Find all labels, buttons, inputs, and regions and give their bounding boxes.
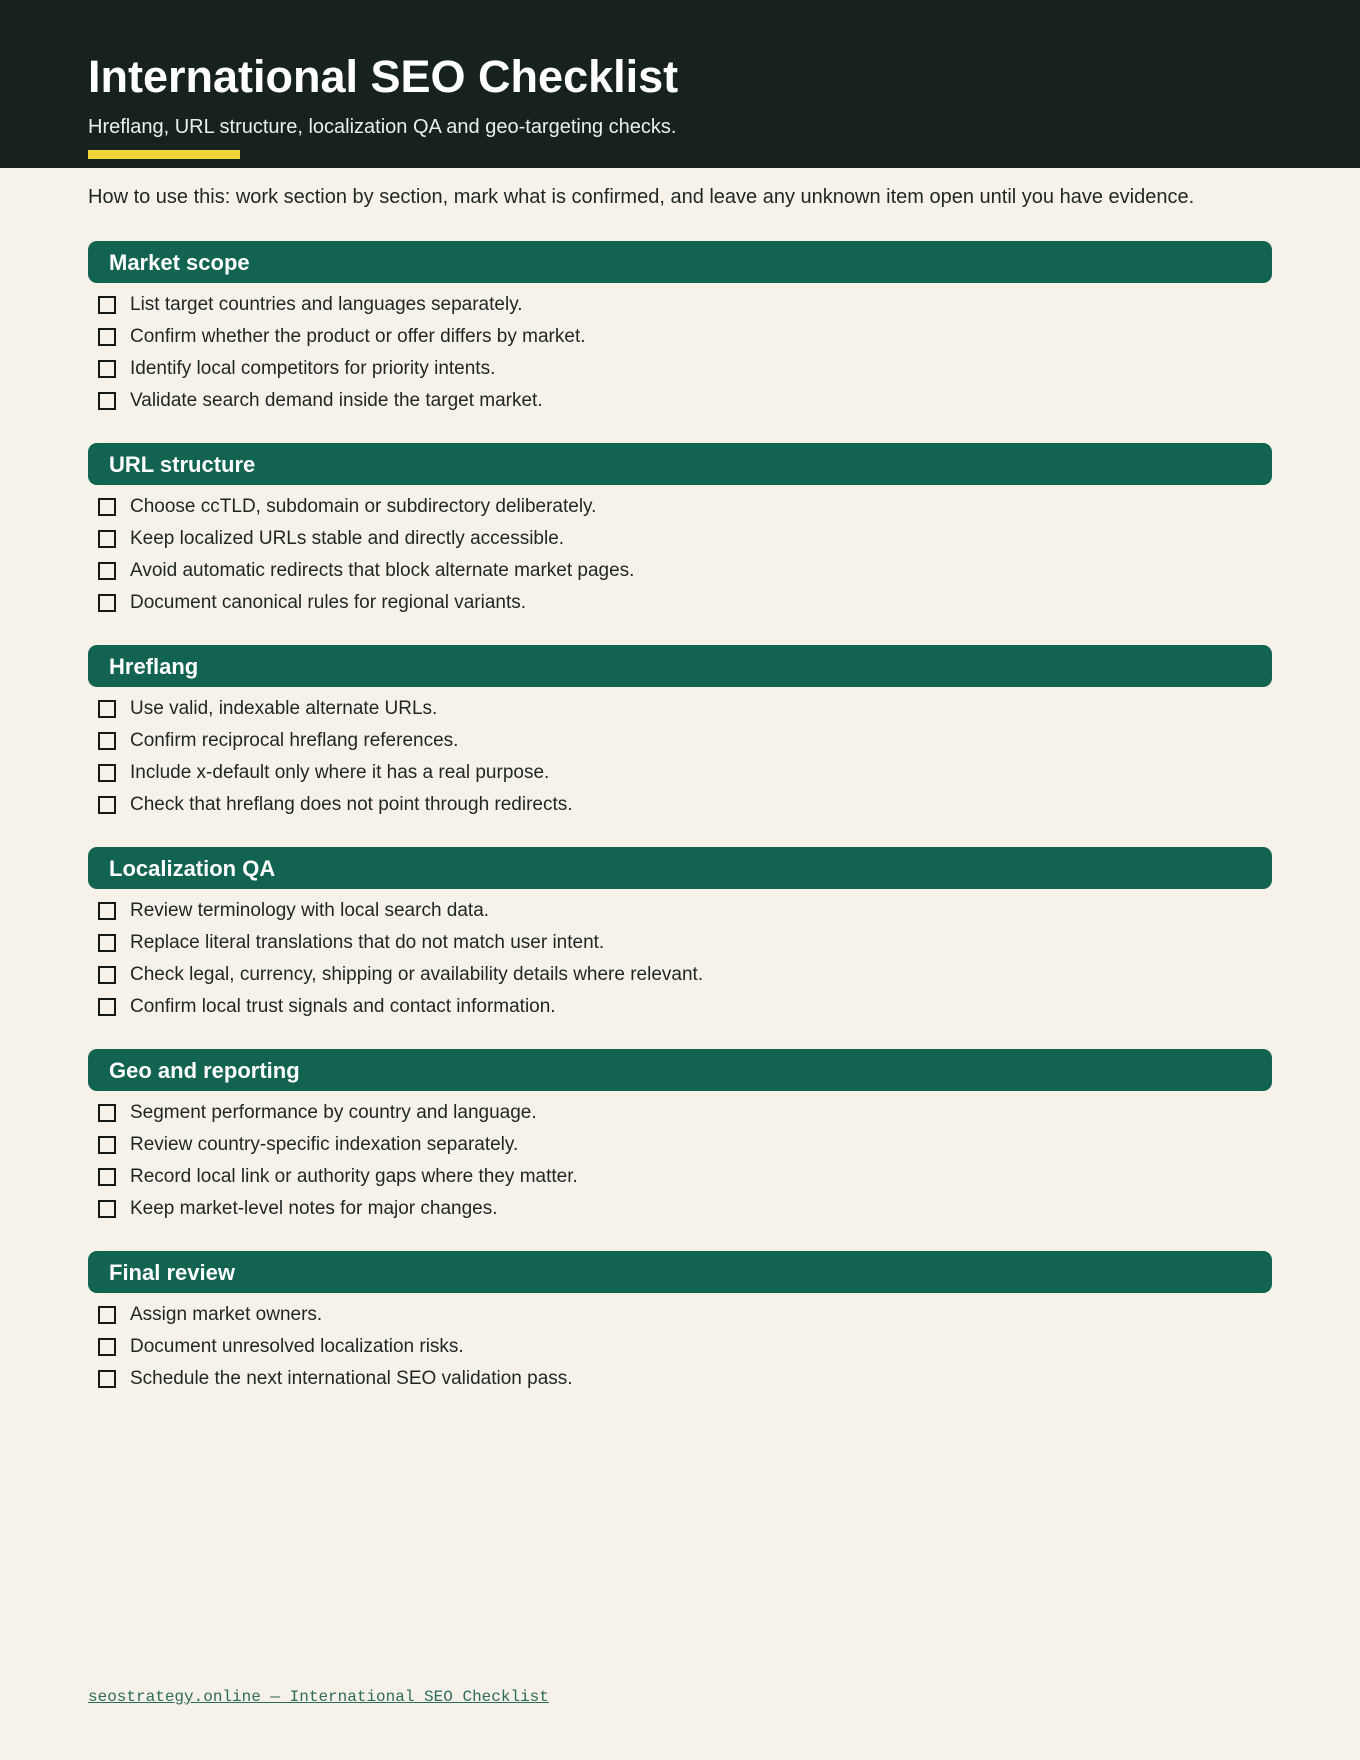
checklist-item-label: Assign market owners.: [130, 1304, 323, 1325]
checklist-item: [88, 1299, 1272, 1331]
checklist-items: [88, 889, 1272, 1023]
checklist-item: [88, 693, 1272, 725]
checklist-section: [88, 645, 1272, 821]
checkbox[interactable]: [98, 796, 116, 814]
checklist-item: [88, 385, 1272, 417]
section-header: Market scope: [88, 241, 1272, 283]
checkbox[interactable]: [98, 498, 116, 516]
checklist-item: [88, 1097, 1272, 1129]
checklist-item-label: Document canonical rules for regional variants.: [130, 592, 527, 613]
checklist-item-label: Review terminology with local search data.: [130, 900, 490, 921]
checklist-section: [88, 847, 1272, 1023]
checklist-item: [88, 1193, 1272, 1225]
checklist-item-label: Keep localized URLs stable and directly accessible.: [130, 528, 565, 549]
checklist-item-label: Validate search demand inside the target market.: [130, 390, 543, 411]
checklist-item-label: List target countries and languages separately.: [130, 294, 523, 315]
checkbox[interactable]: [98, 700, 116, 718]
checklist-item: [88, 353, 1272, 385]
checklist-item-label: Schedule the next international SEO validation pass.: [130, 1368, 573, 1389]
section-header: Final review: [88, 1251, 1272, 1293]
checklist-items: [88, 1091, 1272, 1225]
checklist-item-label: Identify local competitors for priority intents.: [130, 358, 496, 379]
section-header: Geo and reporting: [88, 1049, 1272, 1091]
checklist-item: [88, 321, 1272, 353]
checklist-item-label: Confirm local trust signals and contact information.: [130, 996, 556, 1017]
checklist-item-label: Record local link or authority gaps where they matter.: [130, 1166, 578, 1187]
checkbox[interactable]: [98, 594, 116, 612]
section-header: URL structure: [88, 443, 1272, 485]
checklist-item: [88, 725, 1272, 757]
section-header: Localization QA: [88, 847, 1272, 889]
checklist-item-label: Use valid, indexable alternate URLs.: [130, 698, 438, 719]
checkbox[interactable]: [98, 764, 116, 782]
checklist-item: [88, 959, 1272, 991]
page-subtitle: Hreflang, URL structure, localization QA and geo-targeting checks.: [88, 116, 677, 138]
checklist-item-label: Keep market-level notes for major changes.: [130, 1198, 498, 1219]
intro-text: How to use this: work section by section, mark what is confirmed, and leave any unknown item open until you have evidence.: [88, 186, 1195, 208]
checklist-item-label: Confirm whether the product or offer differs by market.: [130, 326, 586, 347]
checklist-item: [88, 789, 1272, 821]
checklist-item-label: Review country-specific indexation separately.: [130, 1134, 519, 1155]
page-title: International SEO Checklist: [88, 51, 679, 102]
accent-bar: [88, 150, 240, 159]
checklist-item-label: Choose ccTLD, subdomain or subdirectory deliberately.: [130, 496, 597, 517]
checklist-items: [88, 283, 1272, 417]
checkbox[interactable]: [98, 1200, 116, 1218]
checkbox[interactable]: [98, 1136, 116, 1154]
checkbox[interactable]: [98, 328, 116, 346]
checkbox[interactable]: [98, 296, 116, 314]
checklist-section: [88, 1049, 1272, 1225]
checkbox[interactable]: [98, 902, 116, 920]
checklist-item-label: Replace literal translations that do not match user intent.: [130, 932, 605, 953]
checklist-item-label: Avoid automatic redirects that block alternate market pages.: [130, 560, 635, 581]
checkbox[interactable]: [98, 562, 116, 580]
checkbox[interactable]: [98, 732, 116, 750]
checklist-item-label: Segment performance by country and language.: [130, 1102, 537, 1123]
checkbox[interactable]: [98, 392, 116, 410]
checklist-item: [88, 757, 1272, 789]
checkbox[interactable]: [98, 1168, 116, 1186]
checklist-item: [88, 523, 1272, 555]
checkbox[interactable]: [98, 934, 116, 952]
checklist-items: [88, 687, 1272, 821]
checklist-items: [88, 1293, 1272, 1395]
checkbox[interactable]: [98, 998, 116, 1016]
checkbox[interactable]: [98, 360, 116, 378]
checklist-item: [88, 1129, 1272, 1161]
checklist-item: [88, 289, 1272, 321]
checklist-section: [88, 443, 1272, 619]
section-header: Hreflang: [88, 645, 1272, 687]
checklist-item: [88, 1331, 1272, 1363]
checkbox[interactable]: [98, 1306, 116, 1324]
checkbox[interactable]: [98, 1338, 116, 1356]
checklist-item: [88, 927, 1272, 959]
checklist-item: [88, 491, 1272, 523]
checklist-item: [88, 1161, 1272, 1193]
checklist-sections: [88, 241, 1272, 1421]
checkbox[interactable]: [98, 1370, 116, 1388]
checklist-item: [88, 895, 1272, 927]
checkbox[interactable]: [98, 966, 116, 984]
checklist-section: [88, 1251, 1272, 1395]
checklist-item-label: Check legal, currency, shipping or availability details where relevant.: [130, 964, 704, 985]
checklist-section: [88, 241, 1272, 417]
checkbox[interactable]: [98, 530, 116, 548]
checklist-item: [88, 1363, 1272, 1395]
footer-link[interactable]: seostrategy.online — International SEO Checklist: [88, 1688, 549, 1706]
page-header: [0, 0, 1360, 168]
checklist-items: [88, 485, 1272, 619]
checklist-item: [88, 587, 1272, 619]
checklist-item-label: Include x-default only where it has a real purpose.: [130, 762, 550, 783]
checklist-item-label: Confirm reciprocal hreflang references.: [130, 730, 459, 751]
checklist-item-label: Check that hreflang does not point through redirects.: [130, 794, 573, 815]
checkbox[interactable]: [98, 1104, 116, 1122]
checklist-item: [88, 555, 1272, 587]
checklist-item: [88, 991, 1272, 1023]
checklist-item-label: Document unresolved localization risks.: [130, 1336, 464, 1357]
